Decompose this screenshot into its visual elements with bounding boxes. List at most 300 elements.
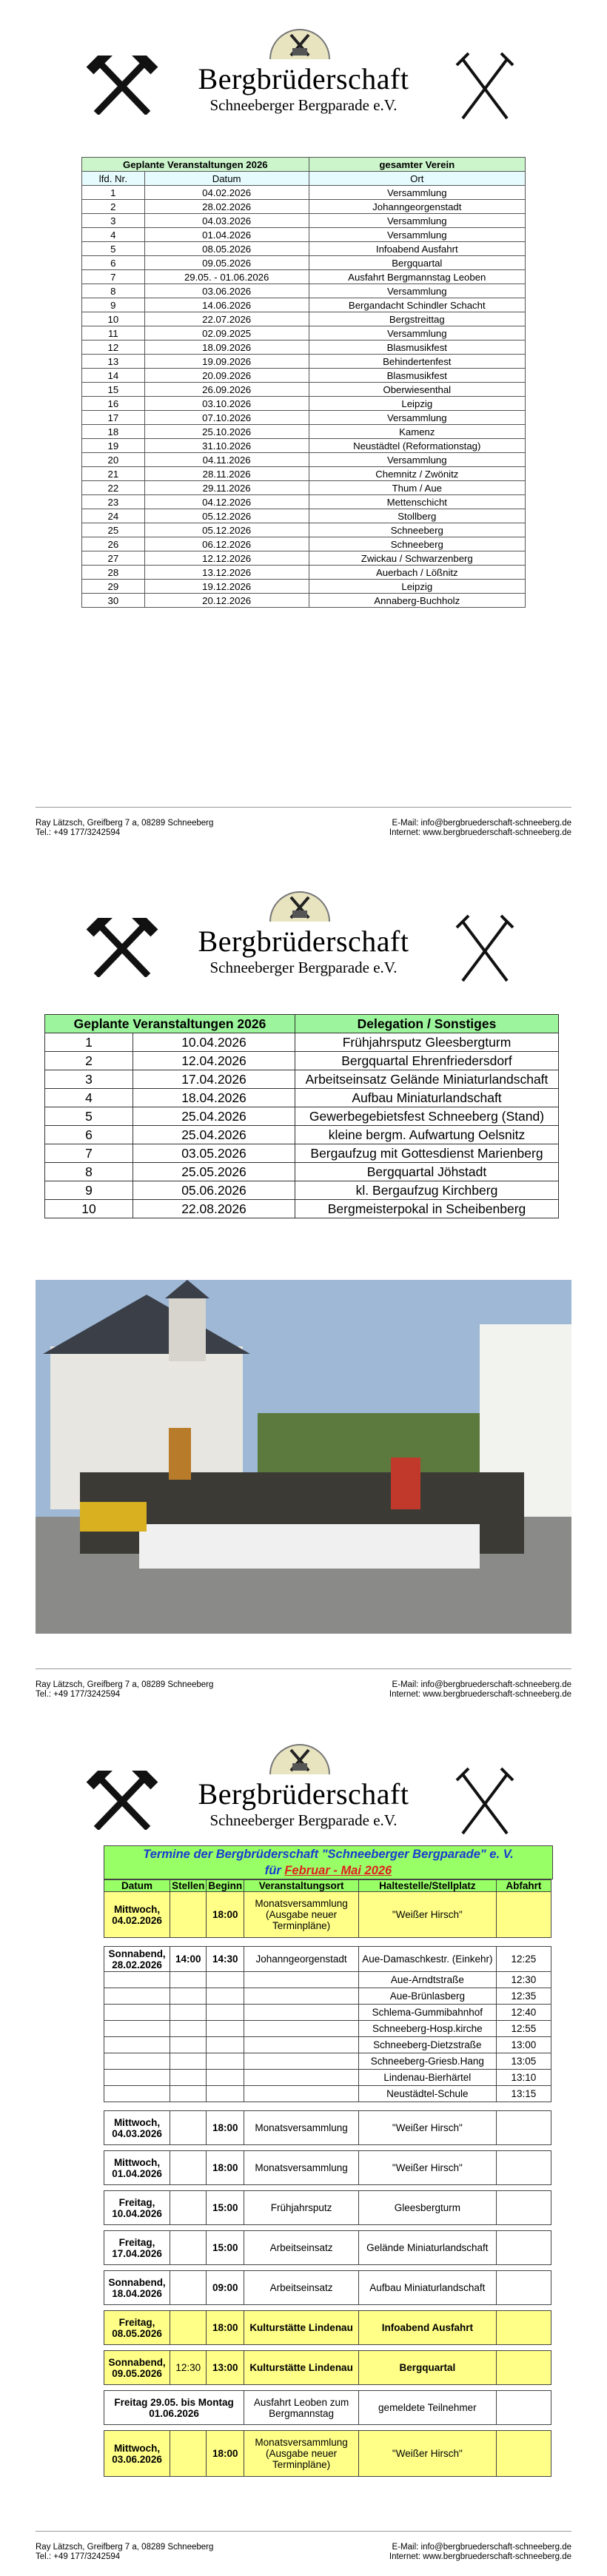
spacer-row: [104, 2305, 551, 2311]
cell-nr: 28: [82, 566, 145, 580]
cell-abfahrt: [496, 2351, 551, 2385]
table-row: [82, 326, 526, 341]
footer-website: Internet: www.bergbruederschaft-schneeberg.de: [389, 828, 571, 837]
cell-abfahrt: [496, 2111, 551, 2145]
cell-nr: 26: [82, 537, 145, 551]
cell-datum: 03.05.2026: [133, 1144, 295, 1163]
cell-event: Bergquartal Ehrenfriedersdorf: [295, 1052, 559, 1070]
cell-nr: 7: [45, 1144, 133, 1163]
cell-datum: [104, 1972, 170, 1988]
table-row: [82, 397, 526, 411]
cell-stellen: [170, 2070, 207, 2086]
cell-ort: Versammlung: [309, 411, 525, 425]
cell-ort: [244, 2005, 359, 2021]
group-photo: [36, 1280, 571, 1634]
cell-ort: Bergandacht Schindler Schacht: [309, 298, 525, 312]
logo-title: Bergbrüderschaft: [198, 62, 409, 95]
cell-stellen: [170, 1988, 207, 2005]
logo-title: Bergbrüderschaft: [198, 925, 409, 958]
cell-ort: Neustädtel (Reformationstag): [309, 439, 525, 453]
cell-datum: [104, 1988, 170, 2005]
footer-website: Internet: www.bergbruederschaft-schneeberg.de: [389, 1690, 571, 1699]
cell-stellen: [170, 2311, 207, 2345]
cell-ort: Blasmusikfest: [309, 369, 525, 383]
cell-event: Frühjahrsputz Gleesbergturm: [295, 1033, 559, 1052]
cell-datum: 18.09.2026: [144, 341, 309, 355]
cell-beginn: 14:30: [207, 1947, 244, 1972]
cell-haltestelle: Gelände Miniaturlandschaft: [359, 2231, 497, 2265]
cell-datum: 03.10.2026: [144, 397, 309, 411]
cell-nr: 8: [45, 1163, 133, 1181]
table-row: [82, 411, 526, 425]
cell-nr: 15: [82, 383, 145, 397]
cell-event: kl. Bergaufzug Kirchberg: [295, 1181, 559, 1200]
cell-nr: 17: [82, 411, 145, 425]
cell-ort: Oberwiesenthal: [309, 383, 525, 397]
cell-stellen: [170, 2151, 207, 2185]
cell-datum: 29.11.2026: [144, 481, 309, 495]
table-row: [45, 1052, 559, 1070]
cell-event: Gewerbegebietsfest Schneeberg (Stand): [295, 1107, 559, 1126]
cell-abfahrt: 12:25: [496, 1947, 551, 1972]
cell-beginn: 18:00: [207, 2111, 244, 2145]
cell-datum: 02.09.2025: [144, 326, 309, 341]
schedule-row: [104, 1947, 551, 1972]
cell-datum: 12.04.2026: [133, 1052, 295, 1070]
cell-haltestelle: Aue-Arndtstraße: [359, 1972, 497, 1988]
cell-nr: 14: [82, 369, 145, 383]
page-3-footer: [36, 2531, 571, 2561]
cell-datum: 20.09.2026: [144, 369, 309, 383]
footer-website: Internet: www.bergbruederschaft-schneeberg.de: [389, 2552, 571, 2561]
cell-ort: Zwickau / Schwarzenberg: [309, 551, 525, 566]
miner-emblem-icon: [255, 19, 344, 63]
table-row: [82, 383, 526, 397]
column-header: Datum: [104, 1880, 170, 1892]
cell-haltestelle: Schneeberg-Hosp.kirche: [359, 2021, 497, 2037]
cell-beginn: [207, 2037, 244, 2053]
table-row: [45, 1200, 559, 1218]
cell-beginn: [207, 2053, 244, 2070]
cell-datum: 08.05.2026: [144, 242, 309, 256]
schedule-banner: [104, 1845, 553, 1879]
cell-event: Arbeitseinsatz Gelände Miniaturlandschaft: [295, 1070, 559, 1089]
cell-nr: 2: [45, 1052, 133, 1070]
cell-nr: 20: [82, 453, 145, 467]
events-table-gesamter-verein: [81, 157, 526, 608]
column-header: Abfahrt: [496, 1880, 551, 1892]
column-header: Beginn: [207, 1880, 244, 1892]
table-row: [82, 467, 526, 481]
cell-beginn: 13:00: [207, 2351, 244, 2385]
cell-nr: 7: [82, 270, 145, 284]
schedule-row: [104, 2151, 551, 2185]
column-header-ort: Ort: [309, 172, 525, 186]
cell-ort: Ausfahrt Bergmannstag Leoben: [309, 270, 525, 284]
table-row: [82, 256, 526, 270]
table-row: [82, 481, 526, 495]
cell-stellen: 12:30: [170, 2351, 207, 2385]
cell-abfahrt: [496, 2191, 551, 2225]
table-row: [82, 495, 526, 509]
cell-datum: [104, 2070, 170, 2086]
table-row: [82, 537, 526, 551]
schedule-title: Termine der Bergbrüderschaft "Schneeberger Bergparade" e. V.: [143, 1848, 514, 1861]
table-row: [82, 355, 526, 369]
cell-abfahrt: [496, 2271, 551, 2305]
cell-datum: 04.12.2026: [144, 495, 309, 509]
cell-ort: [244, 2021, 359, 2037]
cell-datum: 22.08.2026: [133, 1200, 295, 1218]
cell-nr: 8: [82, 284, 145, 298]
cell-datum: 28.02.2026: [144, 200, 309, 214]
cell-datum: 03.06.2026: [144, 284, 309, 298]
cell-datum: 04.02.2026: [144, 186, 309, 200]
cell-beginn: 15:00: [207, 2231, 244, 2265]
footer-address: Ray Lätzsch, Greifberg 7 a, 08289 Schneeberg: [36, 2543, 214, 2552]
cell-nr: 12: [82, 341, 145, 355]
table-row: [82, 425, 526, 439]
period-months: Februar - Mai 2026: [284, 1864, 392, 1877]
cell-datum: [104, 2037, 170, 2053]
cell-abfahrt: [496, 1892, 551, 1938]
cell-ort: Johanngeorgenstadt: [244, 1947, 359, 1972]
table-row: [82, 523, 526, 537]
spacer-row: [104, 2185, 551, 2191]
cell-haltestelle: "Weißer Hirsch": [359, 1892, 497, 1938]
cell-stellen: [170, 2431, 207, 2477]
cell-datum: Freitag 29.05. bis Montag 01.06.2026: [104, 2391, 244, 2425]
column-header: Veranstaltungsort: [244, 1880, 359, 1892]
cell-datum: Mittwoch, 04.02.2026: [104, 1892, 170, 1938]
cell-ort: [244, 2053, 359, 2070]
cell-datum: 26.09.2026: [144, 383, 309, 397]
cell-haltestelle: Lindenau-Bierhärtel: [359, 2070, 497, 2086]
cell-ort: Blasmusikfest: [309, 341, 525, 355]
cell-beginn: [207, 1988, 244, 2005]
cell-abfahrt: [496, 2311, 551, 2345]
cell-datum: Sonnabend, 09.05.2026: [104, 2351, 170, 2385]
cell-event: Bergmeisterpokal in Scheibenberg: [295, 1200, 559, 1218]
cell-datum: 31.10.2026: [144, 439, 309, 453]
cell-datum: 13.12.2026: [144, 566, 309, 580]
hammer-and-pick-icon: [81, 1771, 163, 1830]
table-row: [82, 186, 526, 200]
cell-haltestelle: Schlema-Gummibahnhof: [359, 2005, 497, 2021]
cell-nr: 5: [82, 242, 145, 256]
schedule-row: [104, 2111, 551, 2145]
cell-ort: Versammlung: [309, 228, 525, 242]
cell-abfahrt: 13:10: [496, 2070, 551, 2086]
page-1-footer: [36, 807, 571, 837]
cell-ort: Monatsversammlung (Ausgabe neuer Terminpläne): [244, 2431, 359, 2477]
cell-abfahrt: 13:15: [496, 2086, 551, 2102]
cell-ort: Mettenschicht: [309, 495, 525, 509]
cell-ort: Monatsversammlung (Ausgabe neuer Terminpläne): [244, 1892, 359, 1938]
schedule-row: [104, 2271, 551, 2305]
cell-ort: Infoabend Ausfahrt: [309, 242, 525, 256]
cell-ort: Schneeberg: [309, 537, 525, 551]
crossed-tools-icon: [455, 1767, 514, 1841]
cell-haltestelle: "Weißer Hirsch": [359, 2431, 497, 2477]
schedule-row: [104, 1972, 551, 1988]
cell-datum: 25.04.2026: [133, 1126, 295, 1144]
footer-phone: Tel.: +49 177/3242594: [36, 2552, 121, 2561]
cell-abfahrt: [496, 2151, 551, 2185]
cell-abfahrt: 12:30: [496, 1972, 551, 1988]
cell-datum: 22.07.2026: [144, 312, 309, 326]
cell-haltestelle: Bergquartal: [359, 2351, 497, 2385]
cell-ort: Ausfahrt Leoben zum Bergmannstag: [244, 2391, 359, 2425]
cell-nr: 13: [82, 355, 145, 369]
table-header-group: Delegation / Sonstiges: [295, 1015, 559, 1033]
table-row: [45, 1144, 559, 1163]
schedule-table: [104, 1879, 551, 2477]
cell-ort: Arbeitseinsatz: [244, 2271, 359, 2305]
schedule-row: [104, 1892, 551, 1938]
logo-title: Bergbrüderschaft: [198, 1777, 409, 1811]
cell-nr: 24: [82, 509, 145, 523]
table-row: [45, 1163, 559, 1181]
cell-datum: 17.04.2026: [133, 1070, 295, 1089]
cell-datum: Mittwoch, 03.06.2026: [104, 2431, 170, 2477]
table-row: [82, 439, 526, 453]
cell-abfahrt: [496, 2231, 551, 2265]
cell-stellen: [170, 2005, 207, 2021]
cell-stellen: [170, 2037, 207, 2053]
cell-stellen: [170, 2086, 207, 2102]
table-row: [45, 1181, 559, 1200]
logo-subtitle: Schneeberger Bergparade e.V.: [209, 959, 398, 976]
table-row: [82, 200, 526, 214]
table-row: [82, 509, 526, 523]
schedule-row: [104, 2005, 551, 2021]
cell-haltestelle: Schneeberg-Griesb.Hang: [359, 2053, 497, 2070]
cell-nr: 25: [82, 523, 145, 537]
cell-haltestelle: gemeldete Teilnehmer: [359, 2391, 497, 2425]
table-header-title: Geplante Veranstaltungen 2026: [82, 158, 309, 172]
cell-ort: Behindertenfest: [309, 355, 525, 369]
cell-event: Bergquartal Jöhstadt: [295, 1163, 559, 1181]
cell-haltestelle: Schneeberg-Dietzstraße: [359, 2037, 497, 2053]
table-row: [82, 270, 526, 284]
cell-abfahrt: 12:35: [496, 1988, 551, 2005]
schedule-row: [104, 2191, 551, 2225]
cell-stellen: [170, 2191, 207, 2225]
crossed-tools-icon: [455, 52, 514, 126]
cell-datum: 20.12.2026: [144, 594, 309, 608]
table-row: [82, 369, 526, 383]
cell-beginn: [207, 2086, 244, 2102]
cell-beginn: [207, 2070, 244, 2086]
schedule-row: [104, 2037, 551, 2053]
cell-datum: [104, 2086, 170, 2102]
cell-ort: Versammlung: [309, 186, 525, 200]
cell-nr: 22: [82, 481, 145, 495]
cell-nr: 6: [45, 1126, 133, 1144]
cell-stellen: [170, 2053, 207, 2070]
cell-abfahrt: [496, 2391, 551, 2425]
schedule-row: [104, 2053, 551, 2070]
cell-datum: 25.10.2026: [144, 425, 309, 439]
cell-beginn: [207, 1972, 244, 1988]
cell-beginn: 18:00: [207, 2311, 244, 2345]
cell-ort: Versammlung: [309, 453, 525, 467]
crossed-tools-icon: [455, 914, 514, 988]
cell-stellen: [170, 2231, 207, 2265]
cell-datum: 06.12.2026: [144, 537, 309, 551]
schedule-row: [104, 2086, 551, 2102]
events-table-delegation: [44, 1014, 559, 1218]
table-row: [45, 1107, 559, 1126]
cell-nr: 3: [45, 1070, 133, 1089]
cell-haltestelle: "Weißer Hirsch": [359, 2111, 497, 2145]
spacer-row: [104, 2102, 551, 2111]
cell-ort: Monatsversammlung: [244, 2111, 359, 2145]
table-row: [82, 312, 526, 326]
cell-nr: 9: [45, 1181, 133, 1200]
table-row: [45, 1070, 559, 1089]
cell-ort: Versammlung: [309, 214, 525, 228]
cell-abfahrt: 12:40: [496, 2005, 551, 2021]
table-row: [82, 242, 526, 256]
cell-ort: Auerbach / Lößnitz: [309, 566, 525, 580]
cell-datum: 10.04.2026: [133, 1033, 295, 1052]
cell-ort: Annaberg-Buchholz: [309, 594, 525, 608]
cell-nr: 27: [82, 551, 145, 566]
page-1-header: [0, 19, 607, 115]
cell-ort: Bergstreittag: [309, 312, 525, 326]
cell-datum: 04.11.2026: [144, 453, 309, 467]
cell-datum: 09.05.2026: [144, 256, 309, 270]
cell-haltestelle: Aue-Damaschkestr. (Einkehr): [359, 1947, 497, 1972]
cell-ort: [244, 2070, 359, 2086]
cell-datum: 18.04.2026: [133, 1089, 295, 1107]
spacer-row: [104, 2345, 551, 2351]
page-2-header: [0, 881, 607, 977]
table-row: [45, 1089, 559, 1107]
cell-haltestelle: "Weißer Hirsch": [359, 2151, 497, 2185]
cell-beginn: [207, 2021, 244, 2037]
cell-nr: 9: [82, 298, 145, 312]
cell-haltestelle: Aue-Brünlasberg: [359, 1988, 497, 2005]
table-row: [45, 1126, 559, 1144]
cell-ort: Chemnitz / Zwönitz: [309, 467, 525, 481]
cell-ort: Monatsversammlung: [244, 2151, 359, 2185]
cell-ort: Thum / Aue: [309, 481, 525, 495]
footer-address: Ray Lätzsch, Greifberg 7 a, 08289 Schneeberg: [36, 819, 214, 828]
cell-nr: 16: [82, 397, 145, 411]
logo-subtitle: Schneeberger Bergparade e.V.: [209, 96, 398, 114]
footer-email: E-Mail: info@bergbruederschaft-schneeberg.de: [392, 1680, 571, 1689]
footer-email: E-Mail: info@bergbruederschaft-schneeberg.de: [392, 819, 571, 828]
cell-datum: 05.12.2026: [144, 523, 309, 537]
cell-beginn: 18:00: [207, 1892, 244, 1938]
footer-address: Ray Lätzsch, Greifberg 7 a, 08289 Schneeberg: [36, 1680, 214, 1689]
cell-nr: 19: [82, 439, 145, 453]
cell-datum: 05.06.2026: [133, 1181, 295, 1200]
cell-datum: 25.05.2026: [133, 1163, 295, 1181]
cell-event: Bergaufzug mit Gottesdienst Marienberg: [295, 1144, 559, 1163]
schedule-period: für Februar - Mai 2026: [264, 1864, 392, 1877]
cell-ort: Frühjahrsputz: [244, 2191, 359, 2225]
cell-nr: 4: [45, 1089, 133, 1107]
cell-nr: 4: [82, 228, 145, 242]
table-header-title: Geplante Veranstaltungen 2026: [45, 1015, 295, 1033]
cell-nr: 29: [82, 580, 145, 594]
cell-nr: 10: [82, 312, 145, 326]
cell-stellen: [170, 2021, 207, 2037]
cell-datum: [104, 2005, 170, 2021]
cell-datum: 12.12.2026: [144, 551, 309, 566]
cell-stellen: [170, 1892, 207, 1938]
cell-datum: 29.05. - 01.06.2026: [144, 270, 309, 284]
cell-ort: Leipzig: [309, 580, 525, 594]
cell-nr: 1: [45, 1033, 133, 1052]
cell-beginn: 09:00: [207, 2271, 244, 2305]
cell-ort: Stollberg: [309, 509, 525, 523]
cell-event: kleine bergm. Aufwartung Oelsnitz: [295, 1126, 559, 1144]
cell-ort: Schneeberg: [309, 523, 525, 537]
cell-datum: Mittwoch, 04.03.2026: [104, 2111, 170, 2145]
cell-datum: Sonnabend, 28.02.2026: [104, 1947, 170, 1972]
column-header-datum: Datum: [144, 172, 309, 186]
spacer-row: [104, 2145, 551, 2151]
cell-datum: 05.12.2026: [144, 509, 309, 523]
cell-haltestelle: Aufbau Miniaturlandschaft: [359, 2271, 497, 2305]
table-row: [82, 453, 526, 467]
cell-stellen: [170, 2271, 207, 2305]
hammer-and-pick-icon: [81, 918, 163, 977]
schedule-row: [104, 2021, 551, 2037]
cell-haltestelle: Infoabend Ausfahrt: [359, 2311, 497, 2345]
spacer-row: [104, 1938, 551, 1947]
cell-stellen: [170, 1972, 207, 1988]
schedule-row: [104, 2391, 551, 2425]
cell-datum: Freitag, 10.04.2026: [104, 2191, 170, 2225]
cell-ort: Kamenz: [309, 425, 525, 439]
cell-ort: [244, 2086, 359, 2102]
cell-beginn: 18:00: [207, 2431, 244, 2477]
cell-ort: Kulturstätte Lindenau: [244, 2351, 359, 2385]
cell-nr: 10: [45, 1200, 133, 1218]
cell-datum: 25.04.2026: [133, 1107, 295, 1126]
miner-emblem-icon: [255, 881, 344, 925]
cell-ort: Bergquartal: [309, 256, 525, 270]
table-row: [82, 566, 526, 580]
schedule-row: [104, 2351, 551, 2385]
hammer-and-pick-icon: [81, 56, 163, 115]
spacer-row: [104, 2425, 551, 2431]
table-row: [82, 594, 526, 608]
schedule-row: [104, 2311, 551, 2345]
cell-ort: Kulturstätte Lindenau: [244, 2311, 359, 2345]
spacer-row: [104, 2265, 551, 2271]
page-3-header: [0, 1734, 607, 1830]
table-row: [82, 228, 526, 242]
spacer-row: [104, 2385, 551, 2391]
cell-ort: Leipzig: [309, 397, 525, 411]
footer-phone: Tel.: +49 177/3242594: [36, 828, 121, 837]
table-row: [82, 298, 526, 312]
cell-nr: 30: [82, 594, 145, 608]
cell-ort: [244, 1988, 359, 2005]
schedule-row: [104, 2231, 551, 2265]
cell-abfahrt: 13:00: [496, 2037, 551, 2053]
cell-haltestelle: Neustädtel-Schule: [359, 2086, 497, 2102]
table-header-group: gesamter Verein: [309, 158, 525, 172]
cell-nr: 11: [82, 326, 145, 341]
